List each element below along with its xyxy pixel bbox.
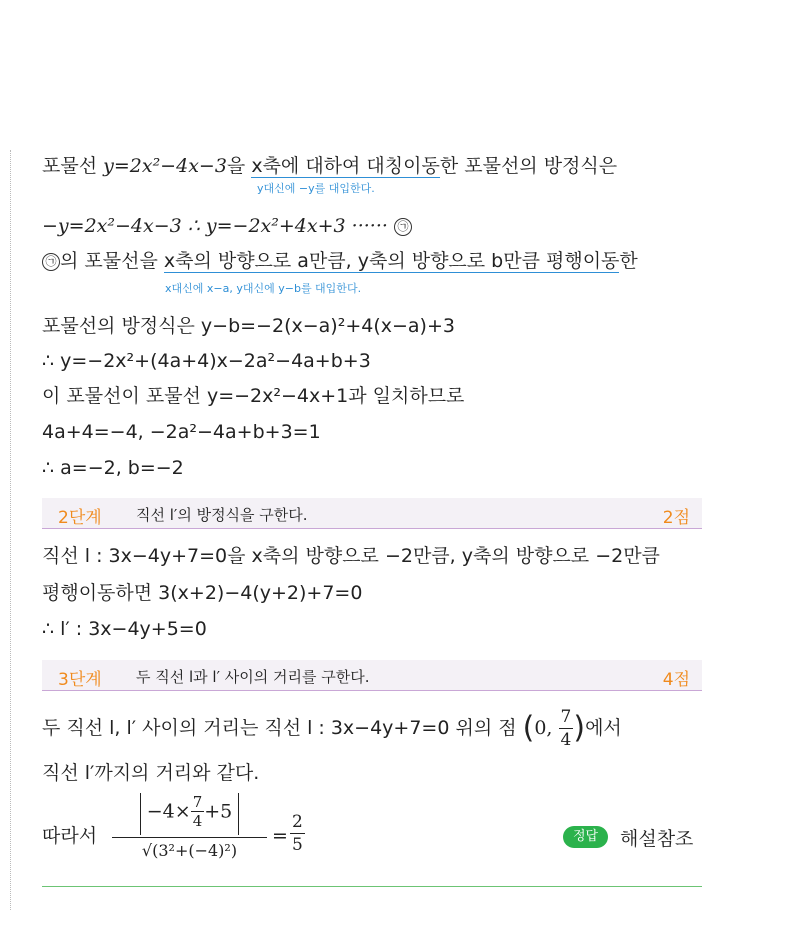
step-label: 3단계 bbox=[58, 670, 102, 690]
answer-badge: 정답 bbox=[563, 826, 608, 848]
text: +5 bbox=[204, 800, 233, 823]
text: 의 포물선을 bbox=[60, 250, 164, 272]
step1-line2 bbox=[42, 213, 412, 239]
distance-fraction bbox=[112, 793, 267, 864]
underlined-phrase: x축의 방향으로 a만큼, y축의 방향으로 b만큼 평행이동 bbox=[163, 250, 620, 272]
numerator: 2 bbox=[292, 812, 303, 832]
bottom-divider bbox=[42, 886, 702, 887]
point-x: 0, bbox=[534, 717, 553, 739]
text: −4× bbox=[146, 800, 191, 823]
denominator: 4 bbox=[560, 730, 572, 750]
circled-label-icon: ㉠ bbox=[394, 218, 412, 236]
point-y-fraction bbox=[559, 706, 574, 751]
inner-fraction bbox=[191, 793, 205, 830]
step3-line1 bbox=[42, 706, 622, 751]
step2-header bbox=[42, 498, 702, 529]
step2-line1: 직선 l : 3x−4y+7=0을 x축의 방향으로 −2만큼, y축의 방향으로 −2만큼 bbox=[42, 545, 660, 567]
step-points: 4점 bbox=[662, 670, 690, 690]
distance-denominator: √(3²+(−4)²) bbox=[141, 841, 238, 860]
step-label: 2단계 bbox=[58, 508, 102, 528]
denominator: 4 bbox=[192, 812, 203, 830]
left-margin-rule bbox=[10, 150, 11, 910]
step-title: 직선 l′의 방정식을 구한다. bbox=[136, 506, 308, 524]
hint-note-2: x대신에 x−a, y대신에 y−b를 대입한다. bbox=[165, 282, 362, 295]
step1-line5: ∴ y=−2x²+(4a+4)x−2a²−4a+b+3 bbox=[42, 350, 371, 372]
step1-line1 bbox=[42, 153, 617, 179]
step1-line8: ∴ a=−2, b=−2 bbox=[42, 457, 184, 479]
step1-line4: 포물선의 방정식은 y−b=−2(x−a)²+4(x−a)+3 bbox=[42, 315, 455, 337]
equals-sign: = bbox=[272, 825, 288, 847]
text: 에서 bbox=[585, 717, 622, 739]
numerator: 7 bbox=[192, 793, 203, 811]
equation: −y=2x²−4x−3 ∴ y=−2x²+4x+3 ······ bbox=[42, 215, 388, 237]
equation: y=2x²−4x−3 bbox=[103, 155, 227, 177]
step1-line3 bbox=[42, 248, 638, 274]
step3-header bbox=[42, 660, 702, 691]
text: 을 bbox=[226, 155, 252, 177]
result-fraction bbox=[290, 811, 305, 856]
circled-label-icon: ㉠ bbox=[42, 253, 60, 271]
step-points: 2점 bbox=[662, 508, 690, 528]
denominator: 5 bbox=[292, 835, 303, 855]
paren-open: ( bbox=[522, 710, 535, 746]
absolute-value bbox=[140, 793, 240, 835]
text: 두 직선 l, l′ 사이의 거리는 직선 l : 3x−4y+7=0 위의 점 bbox=[42, 717, 523, 739]
text: 한 bbox=[619, 250, 638, 272]
step2-line2: 평행이동하면 3(x+2)−4(y+2)+7=0 bbox=[42, 582, 363, 604]
distance-numerator bbox=[112, 793, 267, 838]
underlined-phrase: x축에 대하여 대칭이동 bbox=[251, 155, 440, 177]
step3-line2: 직선 l′까지의 거리와 같다. bbox=[42, 762, 260, 784]
text: 따라서 bbox=[42, 825, 98, 847]
hint-note-1: y대신에 −y를 대입한다. bbox=[257, 182, 375, 195]
text: 포물선 bbox=[42, 155, 104, 177]
step1-line7: 4a+4=−4, −2a²−4a+b+3=1 bbox=[42, 421, 321, 443]
step-title: 두 직선 l과 l′ 사이의 거리를 구한다. bbox=[136, 668, 370, 686]
numerator: 7 bbox=[560, 707, 572, 727]
paren-close: ) bbox=[573, 710, 586, 746]
answer-text: 해설참조 bbox=[620, 828, 694, 850]
step1-line6: 이 포물선이 포물선 y=−2x²−4x+1과 일치하므로 bbox=[42, 385, 465, 407]
step2-line3: ∴ l′ : 3x−4y+5=0 bbox=[42, 618, 207, 640]
text: 한 포물선의 방정식은 bbox=[439, 155, 618, 177]
